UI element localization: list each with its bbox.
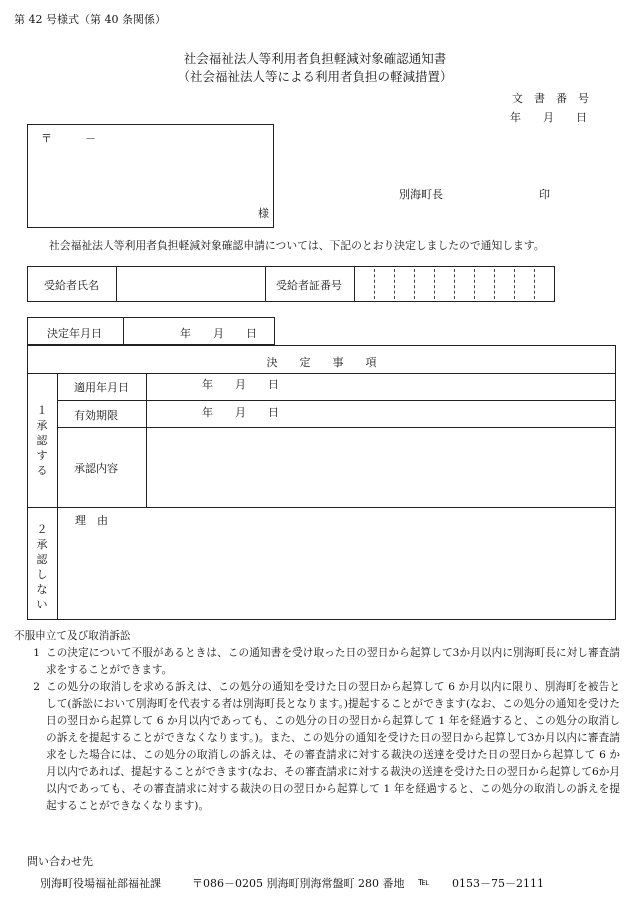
appeal-item <box>14 679 620 815</box>
valid-until-label: 有効期限 <box>74 409 118 422</box>
contact-heading: 問い合わせ先 <box>27 855 93 868</box>
approval-content-label: 承認内容 <box>74 462 118 475</box>
form-label: 第 42 号様式（第 40 条関係） <box>14 13 166 26</box>
seal-mark: 印 <box>539 188 550 201</box>
recipient-cert-label: 受給者証番号 <box>276 279 342 292</box>
postal-mark: 〒 － <box>41 132 96 145</box>
contact-address: 〒086－0205 別海町別海常盤町 280 番地 <box>192 877 405 890</box>
appeal-notes <box>14 628 620 815</box>
appeal-item-number: 1 <box>33 647 40 659</box>
apply-date-value: 年 月 日 <box>202 378 279 391</box>
approve-label: １承認する <box>36 404 48 477</box>
appeal-item <box>14 645 620 679</box>
recipient-name-label: 受給者氏名 <box>44 279 99 292</box>
decision-date-value: 年 月 日 <box>180 327 257 340</box>
recipient-table <box>27 266 555 302</box>
issuer-name: 別海町長 <box>399 188 443 201</box>
apply-date-label: 適用年月日 <box>74 381 129 394</box>
appeal-item-text: この決定について不服があるときは、この通知書を受け取った日の翌日から起算して3か月以内に別海町長に対し審査請求をすることができます。 <box>46 647 620 676</box>
deny-label: ２承認しない <box>36 523 48 611</box>
issue-date: 年 月 日 <box>510 111 587 124</box>
valid-until-value: 年 月 日 <box>202 406 279 419</box>
appeal-item-text: この処分の取消しを求める訴えは、この処分の通知を受けた日の翌日から起算して 6 か月以内に限り、別海町を被告として(訴訟において別海町を代表する者は別海町長となります。)提起することができます(なお、この処分の通知を受けた日の翌日から起算して 6 か月以内であっても、この処分の日の翌日から起算して 1 年を経過すると、この処分の取消しの訴えを提起することができなくなります。)。また、この処分の通知を受けた日の翌日から起算して3か月以内に審査請求をした場合には、この処分の取消しの訴えは、その審査請求に対する裁決の送達を受けた日の翌日から起算して 6 か月以内であれば、提起することができます(なお、その審査請求に対する裁決の送達を受けた日の翌日から起算して6か月以内であっても、その審査請求に対する裁決の日の翌日から起算して 1 年を経過すると、この処分の取消しの訴えを提起することができなくなります)。 <box>46 681 620 812</box>
address-box <box>27 124 274 228</box>
decision-date-label: 決定年月日 <box>47 327 102 340</box>
title-line1: 社会福祉法人等利用者負担軽減対象確認通知書 <box>183 51 447 66</box>
doc-number-label: 文 書 番 号 <box>512 92 589 105</box>
contact-tel: 0153－75－2111 <box>452 877 544 890</box>
title-line2: （社会福祉法人等による利用者負担の軽減措置） <box>177 69 453 84</box>
contact-tel-label: ℡ <box>418 875 430 888</box>
appeal-item-number: 2 <box>33 681 40 693</box>
appeal-heading: 不服申立て及び取消訴訟 <box>14 630 131 642</box>
decision-date-box <box>27 317 275 345</box>
contact-dept: 別海町役場福祉部福祉課 <box>40 877 161 890</box>
intro-text: 社会福祉法人等利用者負担軽減対象確認申請については、下記のとおり決定しましたので通知します。 <box>49 239 545 252</box>
decision-header: 決 定 事 項 <box>266 356 377 369</box>
reason-label: 理 由 <box>75 514 108 527</box>
honorific: 様 <box>258 207 269 220</box>
decision-table <box>27 345 616 620</box>
